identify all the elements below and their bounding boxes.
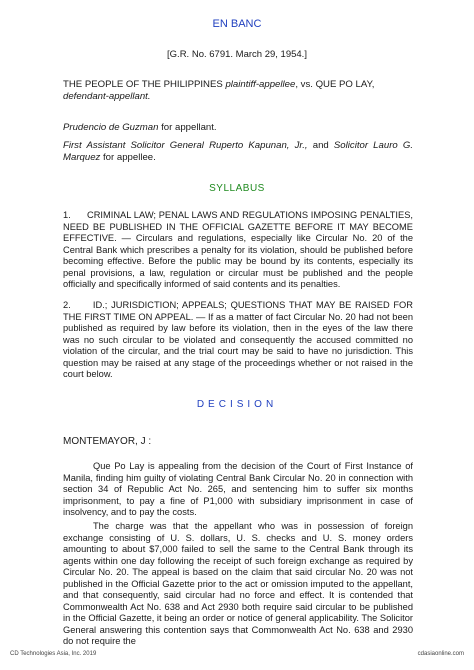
- appellant-counsel-role: for appellant.: [158, 122, 217, 133]
- syllabus-item-1: 1. CRIMINAL LAW; PENAL LAWS AND REGULATIONS IMPOSING PENALTIES, NEED BE PUBLISHED IN THE OFFICIAL GAZETTE BEFORE IT MAY BECOME EFFECTIVE. — Circulars and regulations, especially like Circular No. 20 of the Central Bank which prescribes a penalty for its violation, should be published before becoming effective. Before the public may be bound by its contents, especially its penal provisions, a law, regulation or circular must be published and the people officially and specifically informed of said contents and its penalties.: [63, 210, 413, 289]
- parties-vs: , vs. QUE PO LAY,: [295, 79, 375, 90]
- case-parties: [63, 79, 413, 103]
- decision-paragraph-1: Que Po Lay is appealing from the decision of the Court of First Instance of Manila, finding him guilty of violating Central Bank Circular No. 20 in connection with section 34 of Republic Act No. 265, and sentencing him to suffer six months imprisonment, to pay a fine of P1,000 with subsidiary imprisonment in case of insolvency, and to pay the costs.: [63, 461, 413, 517]
- appellee-counsel-name2: Solicitor Lauro G. Marquez: [63, 140, 414, 163]
- syllabus-heading: SYLLABUS: [209, 183, 265, 194]
- counsel-appellant: [63, 122, 413, 134]
- decision-paragraph-2: The charge was that the appellant who was in possession of foreign exchange consisting of U. S. dollars, U. S. checks and U. S. money orders amounting to about $7,000 failed to sell the same to the Central Bank through its agents within one day following the receipt of such foreign exchange as required by Circular No. 20. The appeal is based on the claim that said circular No. 20 was not published in the Official Gazette prior to the act or omission imputed to the appellant, and that consequently, said circular had no force and effect. It is contended that Commonwealth Act No. 638 and Act 2930 both require said circular to be published in the Official Gazette, it being an order or notice of general applicability. The Solicitor General answering this contention says that Commonwealth Act No. 638 and 2930 do not require the: [63, 521, 413, 646]
- footer-publisher: CD Technologies Asia, Inc. 2019: [10, 651, 97, 657]
- appellee-counsel-and: and: [307, 140, 334, 151]
- parties-defendant-role: defendant-appellant.: [63, 91, 151, 102]
- footer-website: cdasiaonline.com: [417, 651, 464, 657]
- ponente: MONTEMAYOR, J :: [63, 436, 152, 447]
- syllabus-item-2: 2. ID.; JURISDICTION; APPEALS; QUESTIONS THAT MAY BE RAISED FOR THE FIRST TIME ON APPEAL. — If as a matter of fact Circular No. 20 had not been published as required by law before its violation, then in the eyes of the law there was no such circular to be violated and consequently the accused committed no violation of the circular, and the trial court may be said to have no jurisdiction. This question may be raised at any stage of the proceedings whether or not raised in the court below.: [63, 300, 413, 379]
- appellee-counsel-name: First Assistant Solicitor General Ruperto Kapunan, Jr.,: [63, 140, 308, 151]
- appellant-counsel-name: Prudencio de Guzman: [63, 122, 159, 133]
- court-division: EN BANC: [212, 18, 262, 30]
- decision-heading: DECISION: [196, 399, 278, 410]
- parties-plaintiff-role: plaintiff-appellee: [225, 79, 296, 90]
- case-number: [G.R. No. 6791. March 29, 1954.]: [167, 49, 307, 60]
- appellee-counsel-role: for appellee.: [100, 152, 156, 163]
- parties-normal: THE PEOPLE OF THE PHILIPPINES: [63, 79, 226, 90]
- counsel-appellee: [63, 140, 413, 164]
